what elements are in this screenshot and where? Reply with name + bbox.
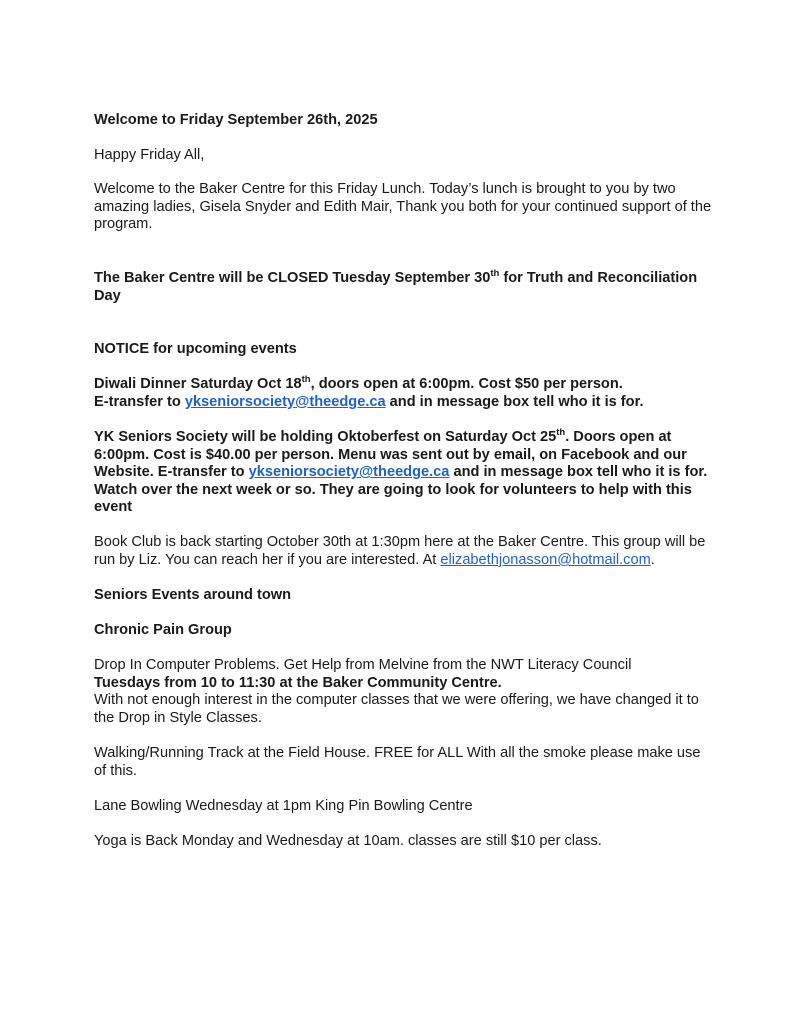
diwali-sup: th (301, 374, 311, 386)
newsletter-page (94, 112, 714, 851)
lane-bowling-notice: Lane Bowling Wednesday at 1pm King Pin Bowling Centre (94, 797, 473, 814)
welcome-heading: Welcome to Friday September 26th, 2025 (94, 112, 378, 128)
oktoberfest-text-3: and in message box tell who it is for. Watch over the next week or so. They are going to look for volunteers to help with this event (94, 464, 708, 516)
drop-in-notice (94, 657, 714, 727)
book-club-email-link[interactable]: elizabethjonasson@hotmail.com (440, 552, 651, 568)
walking-track-notice: Walking/Running Track at the Field House. FREE for ALL With all the smoke please make use of this. (94, 745, 701, 779)
diwali-line1: Diwali Dinner Saturday Oct 18 (94, 376, 302, 393)
diwali-line2-rest: and in message box tell who it is for. (385, 393, 644, 410)
oktoberfest-text: YK Seniors Society will be holding Oktoberfest on Saturday Oct 25 (94, 428, 557, 445)
seniors-events-heading: Seniors Events around town (94, 587, 292, 604)
drop-in-schedule: Tuesdays from 10 to 11:30 at the Baker Community Centre. (94, 674, 502, 691)
oktoberfest-notice (94, 429, 714, 517)
closure-notice-sup: th (490, 268, 500, 280)
drop-in-details: With not enough interest in the computer classes that we were offering, we have changed it to the Drop in Style Classes. (94, 692, 699, 727)
diwali-line1-rest: , doors open at 6:00pm. Cost $50 per person. (310, 376, 623, 393)
intro-paragraph: Welcome to the Baker Centre for this Friday Lunch. Today’s lunch is brought to you by two amazing ladies, Gisela Snyder and Edith Mair, Thank you both for your continued support of the program. (94, 181, 712, 233)
book-club-notice (94, 534, 714, 569)
diwali-line2: E-transfer to (94, 393, 185, 410)
diwali-email-link[interactable]: ykseniorsociety@theedge.ca (184, 393, 386, 410)
drop-in-line1: Drop In Computer Problems. Get Help from Melvine from the NWT Literacy Council (94, 657, 632, 674)
chronic-pain-heading: Chronic Pain Group (94, 622, 232, 639)
closure-notice-text: The Baker Centre will be CLOSED Tuesday September 30 (94, 269, 491, 286)
yoga-notice: Yoga is Back Monday and Wednesday at 10am. classes are still $10 per class. (94, 832, 602, 849)
oktoberfest-email-link[interactable]: ykseniorsociety@theedge.ca (248, 464, 450, 481)
closure-notice-rest: for Truth and Reconciliation Day (94, 269, 698, 304)
diwali-notice (94, 376, 714, 411)
oktoberfest-text-2: . Doors open at 6:00pm. Cost is $40.00 per person. Menu was sent out by email, on Facebook and our Website. E-transfer to (94, 428, 687, 481)
book-club-period: . (650, 552, 655, 568)
book-club-text: Book Club is back starting October 30th at 1:30pm here at the Baker Centre. This group will be run by Liz. You can reach her if you are interested. At (94, 534, 706, 568)
upcoming-events-heading: NOTICE for upcoming events (94, 341, 297, 358)
closure-notice (94, 270, 714, 305)
oktoberfest-sup: th (556, 427, 566, 439)
greeting: Happy Friday All, (94, 146, 205, 163)
